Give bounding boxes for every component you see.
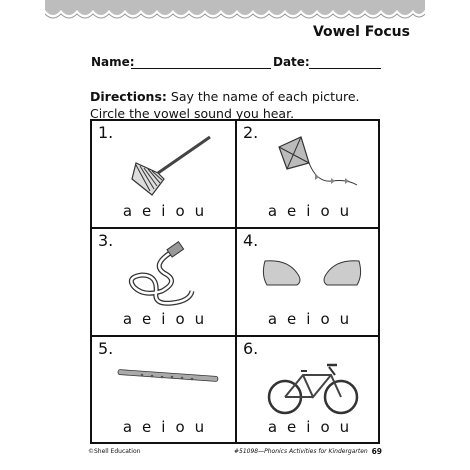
- vowel-choices: [92, 310, 235, 328]
- rake-icon: [112, 133, 222, 205]
- vowel-i[interactable]: i: [306, 418, 311, 436]
- directions-text: Say the name of each picture. Circle the vowel sound you hear.: [90, 89, 360, 121]
- flute-icon: [112, 349, 222, 421]
- cell-number: 6.: [243, 339, 259, 358]
- vowel-choices: [92, 418, 235, 436]
- vowel-u[interactable]: u: [339, 418, 350, 436]
- vowel-u[interactable]: u: [194, 310, 205, 328]
- cell-6: [237, 337, 380, 444]
- vowel-i[interactable]: i: [161, 418, 166, 436]
- cell-number: 4.: [243, 231, 259, 250]
- vowel-a[interactable]: a: [122, 418, 133, 436]
- kite-icon: [257, 133, 367, 205]
- cell-number: 1.: [98, 123, 114, 142]
- cell-number: 2.: [243, 123, 259, 142]
- vowel-i[interactable]: i: [306, 310, 311, 328]
- vowel-u[interactable]: u: [339, 202, 350, 220]
- date-line[interactable]: [309, 68, 381, 69]
- vowel-e[interactable]: e: [142, 418, 152, 436]
- page-number: 69: [371, 447, 382, 456]
- vowel-a[interactable]: a: [122, 310, 133, 328]
- picture-grid: [90, 119, 380, 444]
- name-label: Name:: [91, 55, 135, 69]
- vowel-u[interactable]: u: [339, 310, 350, 328]
- vowel-a[interactable]: a: [267, 202, 278, 220]
- vowel-i[interactable]: i: [161, 202, 166, 220]
- vowel-o[interactable]: o: [175, 310, 185, 328]
- directions: [90, 88, 390, 122]
- vowel-o[interactable]: o: [320, 310, 330, 328]
- vowel-o[interactable]: o: [320, 202, 330, 220]
- vowel-a[interactable]: a: [267, 418, 278, 436]
- vowel-o[interactable]: o: [175, 418, 185, 436]
- worksheet-title: Vowel Focus: [312, 24, 410, 40]
- feet-icon: [257, 241, 367, 313]
- name-line[interactable]: [131, 68, 271, 69]
- vowel-choices: [237, 310, 380, 328]
- vowel-choices: [237, 202, 380, 220]
- vowel-u[interactable]: u: [194, 418, 205, 436]
- vowel-u[interactable]: u: [194, 202, 205, 220]
- cell-number: 3.: [98, 231, 114, 250]
- vowel-a[interactable]: a: [267, 310, 278, 328]
- vowel-e[interactable]: e: [142, 202, 152, 220]
- vowel-a[interactable]: a: [122, 202, 133, 220]
- cell-4: [237, 229, 380, 336]
- vowel-i[interactable]: i: [161, 310, 166, 328]
- vowel-e[interactable]: e: [287, 310, 297, 328]
- bike-icon: [257, 349, 367, 421]
- cell-2: [237, 121, 380, 228]
- cell-5: [92, 337, 235, 444]
- vowel-e[interactable]: e: [287, 418, 297, 436]
- vowel-e[interactable]: e: [287, 202, 297, 220]
- vowel-o[interactable]: o: [320, 418, 330, 436]
- hose-icon: [112, 241, 222, 313]
- scalloped-banner: [45, 0, 425, 22]
- cell-3: [92, 229, 235, 336]
- vowel-o[interactable]: o: [175, 202, 185, 220]
- vowel-i[interactable]: i: [306, 202, 311, 220]
- vowel-e[interactable]: e: [142, 310, 152, 328]
- date-label: Date:: [273, 55, 310, 69]
- publisher-credit: ©Shell Education: [88, 448, 141, 455]
- book-title: #51098—Phonics Activities for Kindergarten: [234, 448, 368, 455]
- cell-1: [92, 121, 235, 228]
- vowel-choices: [237, 418, 380, 436]
- vowel-choices: [92, 202, 235, 220]
- directions-lead: Directions:: [90, 89, 167, 104]
- cell-number: 5.: [98, 339, 114, 358]
